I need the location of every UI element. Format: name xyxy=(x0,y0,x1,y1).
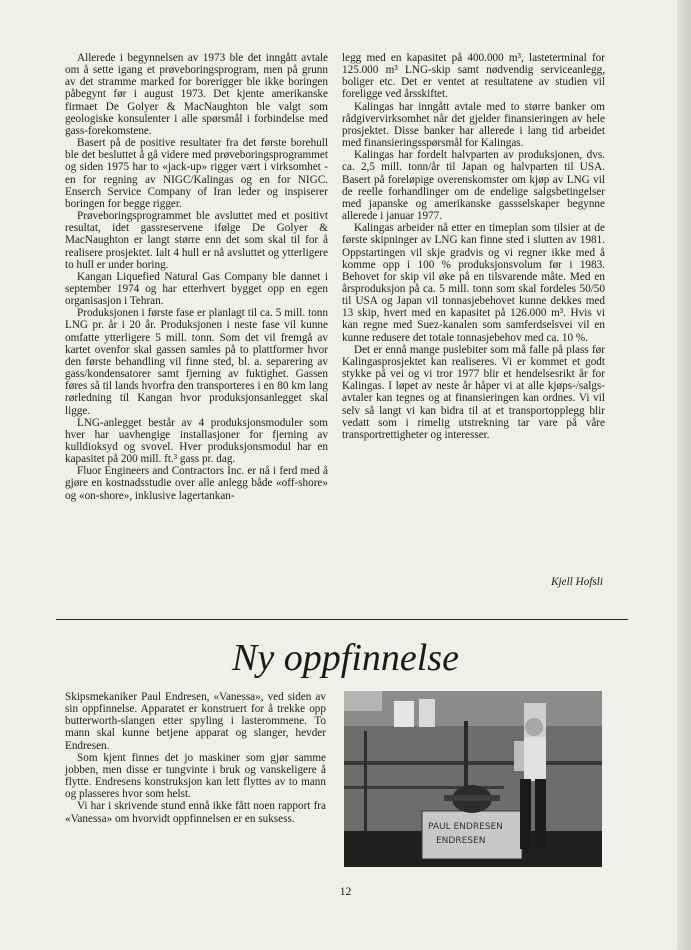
article-title: Ny oppfinnelse xyxy=(232,637,459,679)
paragraph: Prøveboringsprogrammet ble avsluttet med et positivt resultat, idet gassreservene ifølge De Golyer & MacNaughton er langt større enn det som skal til for å realisere prosjektet. Ialt 4 hull er nå avsluttet og ytterligere to hull er under boring. xyxy=(65,210,328,271)
author-signature: Kjell Hofsli xyxy=(551,576,603,588)
article-left-column xyxy=(65,52,328,502)
photo-illustration xyxy=(344,691,602,867)
paragraph: Som kjent finnes det jo maskiner som gjør samme jobben, men disse er tungvinte i bruk og vanskeligere å flytte. Endresens konstruksjon kan lett flyttes av to mann og plasseres hvor som helst. xyxy=(65,751,326,801)
paragraph: Kalingas har inngått avtale med to større banker om rådgivervirksomhet når det gjelder finansieringen av hele prosjektet. Disse banker har allerede i lang tid arbeidet med finansieringsspørsmål for Kalingas. xyxy=(342,100,605,150)
paragraph: Skipsmekaniker Paul Endresen, «Vanessa», ved siden av sin oppfinnelse. Apparatet er konstruert for å trekke opp butterworth-slangen etter spyling i lasterommene. To mann skal kunne betjene apparat og slanger, hevder Endresen. xyxy=(65,691,326,752)
page-spine-shadow xyxy=(677,0,691,950)
photo-lettering-2: ENDRESEN xyxy=(436,836,486,846)
paragraph: Kangan Liquefied Natural Gas Company ble dannet i september 1974 og har etterhvert bygget opp en egen organisasjon i Tehran. xyxy=(65,270,328,308)
paragraph: Produksjonen i første fase er planlagt til ca. 5 mill. tonn LNG pr. år i 20 år. Produksjonen i neste fase vil kunne omfatte ytterligere 5 mill. tonn. Som det vil fremgå av kartet ovenfor skal gassen samles på to plattformer hvor den første behandling vil finne sted, bl. a. separering av gass/kondensatorer samt fjerning av fuktighet. Gassen føres så til lands hvorfra den transporteres i en 80 km lang rørledning til Kangan hvor produksjonsanlegget skal ligge. xyxy=(65,307,328,417)
article-right-column xyxy=(342,52,605,441)
paragraph: Kalingas arbeider nå etter en timeplan som tilsier at de første skipninger av LNG kan finne sted i slutten av 1981. Oppstartingen vil skje gradvis og vi regner ikke med å komme opp i 100 % produksjonsvolum før i 1983. Behovet for skip vil øke på en tilsvarende måte. Med en årsproduksjon på ca. 5 mill. tonn som skal fordeles 50/50 til USA og Japan vil tonnasjebehovet kunne dekkes med 13 skip, hvert med en kapasitet på 126.000 m³. Hvis vi kan regne med Suez-kanalen som samferdselsvei vil en kunne redusere det totale tonnasjebehov med ca. 10 %. xyxy=(342,222,605,344)
article2-text-column xyxy=(65,691,326,825)
paragraph: Vi har i skrivende stund ennå ikke fått noen rapport fra «Vanessa» om hvorvidt oppfinnelsen er en suksess. xyxy=(65,800,326,825)
inventor-photo xyxy=(344,691,602,867)
paragraph: Kalingas har fordelt halvparten av produksjonen, dvs. ca. 2,5 mill. tonn/år til Japan og halvparten til USA. Basert på foreløpige overenskomster om kjøp av LNG vil de reelle forhandlinger om de endelige salgsbetingelser med japanske og amerikanske gassselskaper begynne allerede i januar 1977. xyxy=(342,149,605,223)
paragraph: Allerede i begynnelsen av 1973 ble det inngått avtale om å sette igang et prøveboringsprogram, men på grunn av det stramme marked for borerigger ble ikke boringen påbegynt før i august 1973. Det kjente amerikanske firmaet De Golyer & MacNaughton ble valgt som geologiske konsulenter i alle spørsmål i forbindelse med gass-forekomstene. xyxy=(65,52,328,137)
photo-lettering-1: PAUL ENDRESEN xyxy=(428,822,503,832)
paragraph: Det er ennå mange puslebiter som må falle på plass før Kalingasprosjektet kan realiseres. Vi er kommet et godt stykke på vei og vi tror 1977 blir et hendelsesrikt år for Kalingas. I løpet av neste år håper vi at alle kjøps-/salgs-avtaler kan tegnes og at finansieringen kan ordnes. Vi vil selv så langt vi kan bidra til at et transportopplegg blir vedatt som i rimelig utstrekning tar vare på våre transportrettigheter og interesser. xyxy=(342,343,605,441)
paragraph: Fluor Engineers and Contractors Inc. er nå i ferd med å gjøre en kostnadsstudie over alle anlegg både «off-shore» og «on-shore», inklusive lagertankan- xyxy=(65,465,328,502)
section-divider xyxy=(56,619,628,620)
paragraph-continued: legg med en kapasitet på 400.000 m³, lasteterminal for 125.000 m³ LNG-skip samt nødvendig serviceanlegg, boliger etc. Det er ventet at resultatene av studien vil foreligge ved årsskiftet. xyxy=(342,52,605,101)
paragraph: Basert på de positive resultater fra det første borehull ble det besluttet å gå videre med prøveboringsprogrammet og siden 1975 har to «jack-up» rigger vært i virksomhet - en for regning av NIGC/Kalingas og en for NIGC. Enserch Service Company of Iran leder og inspiserer boringen for begge rigger. xyxy=(65,137,328,210)
paragraph: LNG-anlegget består av 4 produksjonsmoduler som hver har uavhengige installasjoner for fjerning av kulldioksyd og svovel. Hver produksjonsmodul har en kapasitet på 200 mill. ft.³ gass pr. dag. xyxy=(65,416,328,466)
page-number: 12 xyxy=(339,886,352,898)
